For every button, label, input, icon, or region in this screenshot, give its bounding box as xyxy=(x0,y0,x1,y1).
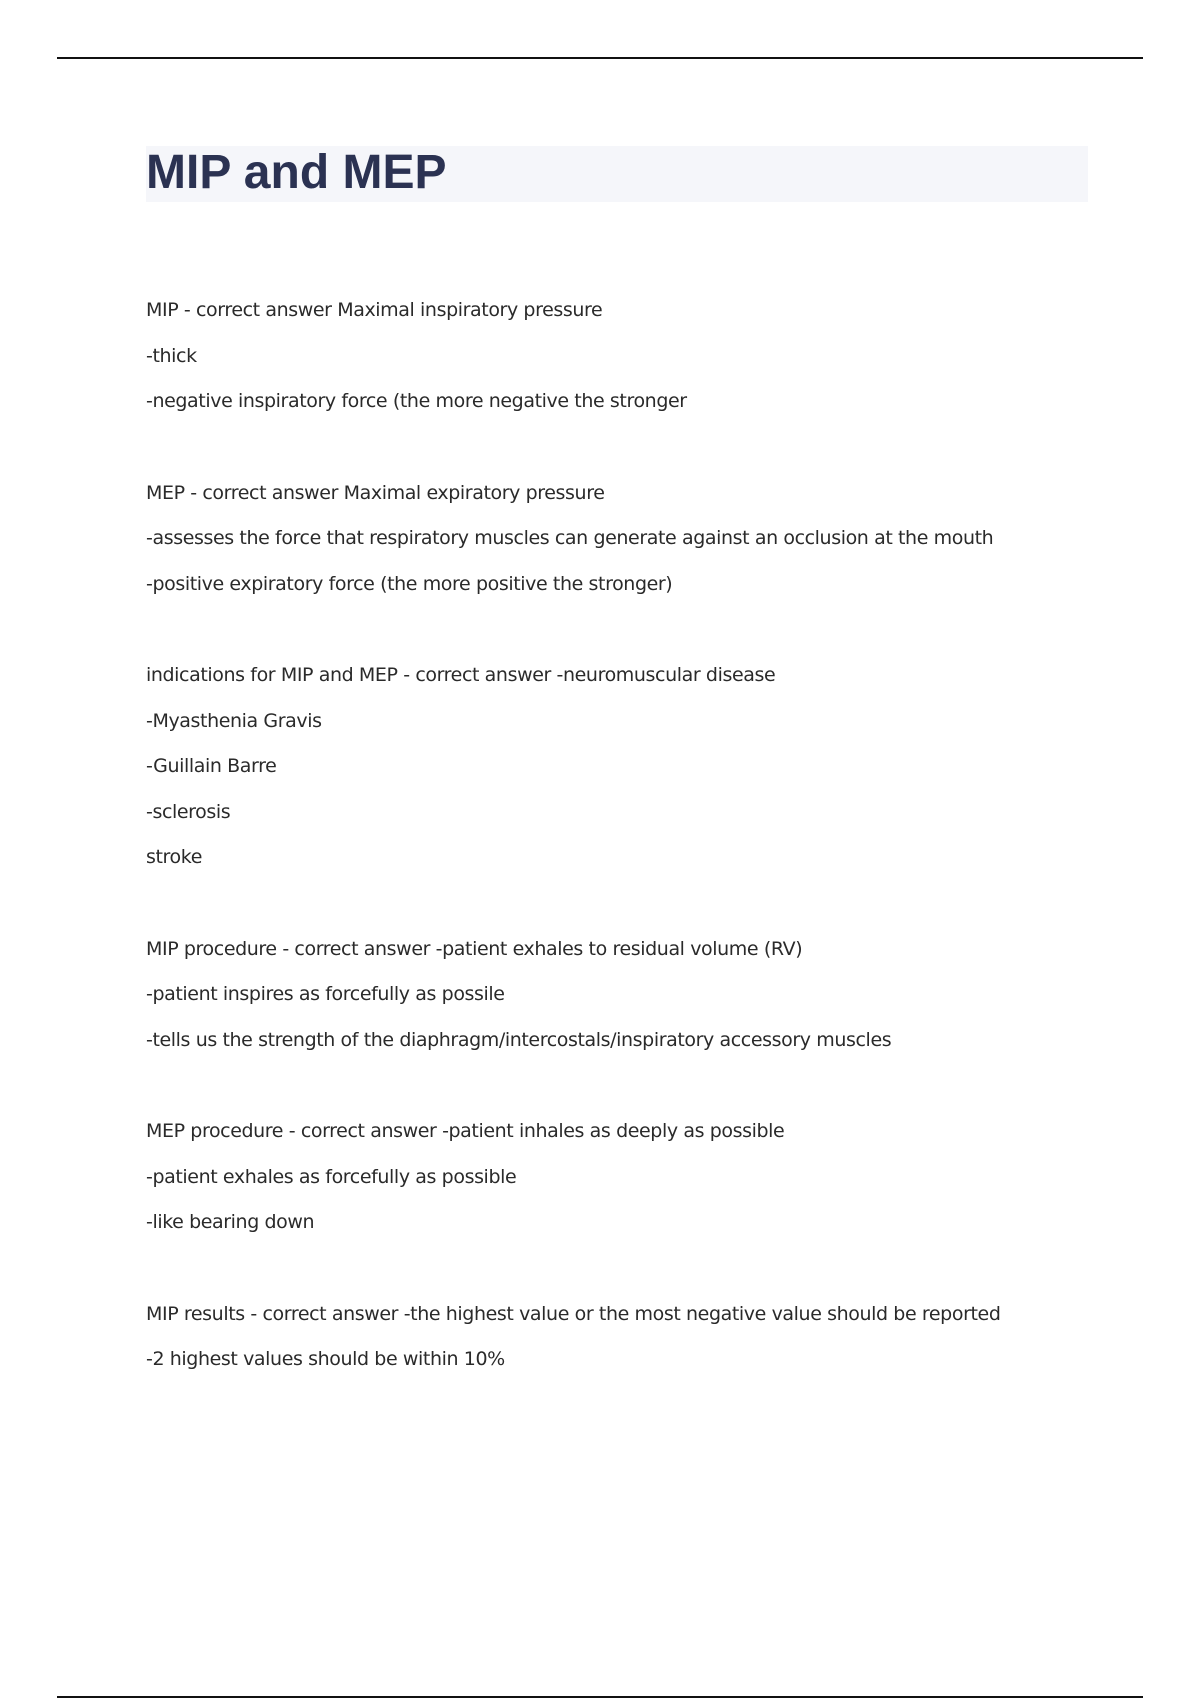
section-line: -tells us the strength of the diaphragm/intercostals/inspiratory accessory muscles xyxy=(146,1028,892,1051)
section-mep xyxy=(146,471,1106,608)
section-line: -negative inspiratory force (the more negative the stronger xyxy=(146,390,687,412)
section-mip-results xyxy=(146,1292,1106,1383)
section-line: -patient exhales as forcefully as possible xyxy=(146,1165,517,1188)
section-line: -like bearing down xyxy=(146,1211,315,1233)
document-body xyxy=(146,288,1106,1429)
section-indications xyxy=(146,653,1106,881)
section-line: -Myasthenia Gravis xyxy=(146,709,322,732)
section-line: -patient inspires as forcefully as possile xyxy=(146,983,505,1005)
section-line: MIP - correct answer Maximal inspiratory pressure xyxy=(146,299,603,321)
section-line: MIP results - correct answer -the highest value or the most negative value should be reported xyxy=(146,1302,1001,1325)
top-divider xyxy=(57,57,1143,59)
section-line: -assesses the force that respiratory muscles can generate against an occlusion at the mouth xyxy=(146,527,994,549)
section-line: MEP - correct answer Maximal expiratory pressure xyxy=(146,481,605,504)
section-line: -sclerosis xyxy=(146,800,231,823)
section-mep-procedure xyxy=(146,1109,1106,1246)
section-line: -positive expiratory force (the more positive the stronger) xyxy=(146,572,673,595)
section-line: indications for MIP and MEP - correct answer -neuromuscular disease xyxy=(146,664,776,686)
section-mip-procedure xyxy=(146,927,1106,1064)
bottom-divider xyxy=(57,1696,1143,1698)
page-title: MIP and MEP xyxy=(146,146,447,199)
section-line: -thick xyxy=(146,344,197,367)
section-line: MIP procedure - correct answer -patient exhales to residual volume (RV) xyxy=(146,937,803,960)
section-line: -2 highest values should be within 10% xyxy=(146,1348,505,1370)
section-line: stroke xyxy=(146,846,202,868)
section-line: -Guillain Barre xyxy=(146,755,277,777)
section-line: MEP procedure - correct answer -patient inhales as deeply as possible xyxy=(146,1120,785,1142)
section-mip xyxy=(146,288,1106,425)
